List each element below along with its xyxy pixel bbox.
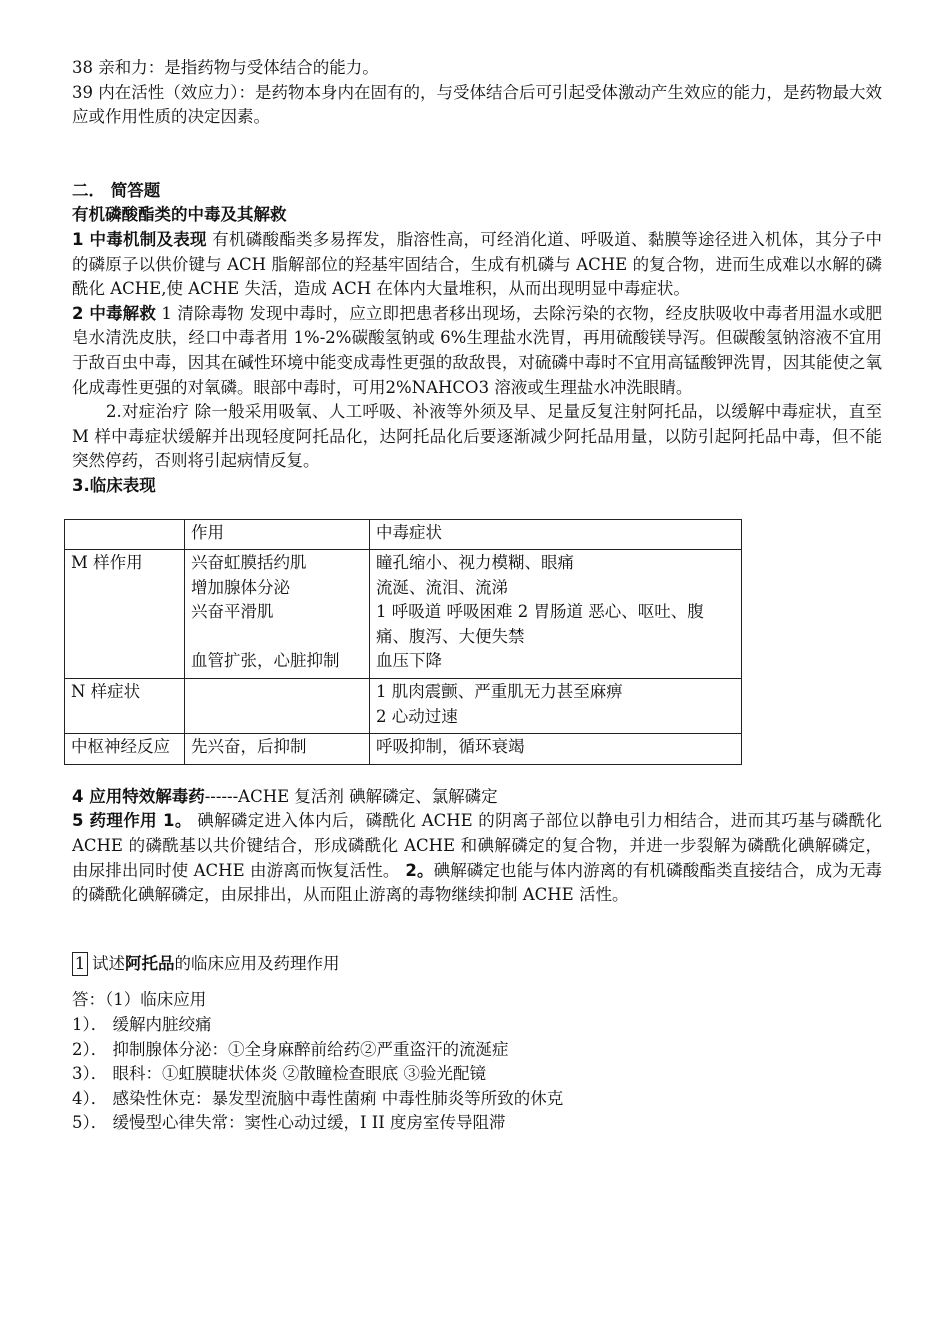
answer-intro: 答：（1）临床应用 bbox=[72, 990, 207, 1010]
topic-heading: 有机磷酸酯类的中毒及其解救 bbox=[72, 205, 287, 225]
cell-line: 瞳孔缩小、视力模糊、眼痛 bbox=[376, 553, 574, 573]
table-cell bbox=[185, 679, 370, 734]
question-bold: 阿托品 bbox=[125, 953, 175, 973]
pharmacology-text-1: 碘解磷定进入体内后，磷酰化 ACHE 的阴离子部位以静电引力相结合，进而其巧基与磷酰化 ACHE 的磷酰基以共价键结合，形成磷酰化 ACHE 和碘解磷定的复合物，并进一步裂解为磷酰化碘解磷定，由尿排出同时使 ACHE 由游离而恢复活性。 bbox=[72, 811, 882, 880]
mechanism-text: 有机磷酸酯类多易挥发，脂溶性高，可经消化道、呼吸道、黏膜等途径进入机体，其分子中的磷原子以供价键与 ACH 脂解部位的羟基牢固结合，生成有机磷与 ACHE 的复合物，进而生成难以水解的磷酰化 ACHE,使 ACHE 失活，造成 ACH 在体内大量堆积，从而出现明显中毒症状。 bbox=[72, 229, 882, 299]
rescue-text: 1 清除毒物 发现中毒时，应立即把患者移出现场，去除污染的衣物，经皮肤吸收中毒者用温水或肥皂水清洗皮肤，经口中毒者用 1%-2%碳酸氢钠或 6%生理盐水洗胃，再用硫酸镁导泻。但碳酸氢钠溶液不宜用于敌百虫中毒，因其在碱性环境中能变成毒性更强的敌敌畏，对硫磷中毒时不宜用高锰酸钾洗胃，因其能使之氧化成毒性更强的对氧磷。眼部中毒时，可用2%NAHCO3 溶液或生理盐水冲洗眼睛。 bbox=[72, 303, 882, 397]
cell-line: 流涎、流泪、流涕 bbox=[376, 577, 508, 597]
question-pre: 试述 bbox=[92, 953, 125, 973]
question-post: 的临床应用及药理作用 bbox=[174, 953, 340, 973]
question-title bbox=[72, 952, 882, 977]
document-page bbox=[72, 56, 882, 1136]
table-cell: 中枢神经反应 bbox=[65, 734, 185, 765]
answer-item: 1）． 缓解内脏绞痛 bbox=[72, 1015, 212, 1034]
table-header-row bbox=[65, 519, 742, 550]
answer-item: 3）． 眼科：①虹膜睫状体炎 ②散瞳检查眼底 ③验光配镜 bbox=[72, 1064, 486, 1084]
table-cell: 先兴奋，后抑制 bbox=[185, 734, 370, 765]
table-cell bbox=[370, 550, 742, 679]
pharmacology-num-2: 2。 bbox=[399, 860, 434, 880]
cell-line: 兴奋平滑肌 bbox=[191, 602, 274, 622]
answer-item: 2）． 抑制腺体分泌：①全身麻醉前给药②严重盗汗的流涎症 bbox=[72, 1039, 509, 1059]
cell-line: 血压下降 bbox=[376, 651, 442, 671]
clinical-heading: 3.临床表现 bbox=[72, 475, 156, 495]
paragraph-mechanism bbox=[72, 228, 882, 302]
mechanism-heading: 1 中毒机制及表现 bbox=[72, 229, 207, 249]
definition-38: 38 亲和力：是指药物与受体结合的能力。 bbox=[72, 58, 379, 77]
paragraph-rescue bbox=[72, 302, 882, 400]
cell-line: 增加腺体分泌 bbox=[191, 577, 290, 597]
table-cell bbox=[370, 679, 742, 734]
pharmacology-num-1: 1。 bbox=[156, 811, 192, 831]
antidote-text: ------ACHE 复活剂 碘解磷定、氯解磷定 bbox=[204, 786, 498, 806]
table-cell bbox=[185, 550, 370, 679]
table-header-cell: 作用 bbox=[185, 519, 370, 550]
table-row bbox=[65, 550, 742, 679]
cell-line: 血管扩张，心脏抑制 bbox=[191, 651, 340, 671]
answer-item: 5）． 缓慢型心律失常：窦性心动过缓，I II 度房室传导阻滞 bbox=[72, 1113, 506, 1133]
table-header-cell bbox=[65, 519, 185, 550]
pharmacology-text-2: 碘解磷定也能与体内游离的有机磷酸酯类直接结合，成为无毒的磷酰化碘解磷定，由尿排出，从而阻止游离的毒物继续抑制 ACHE 活性。 bbox=[72, 860, 883, 905]
cell-line bbox=[191, 625, 361, 650]
table-cell: M 样作用 bbox=[65, 550, 185, 679]
paragraph-antidote bbox=[72, 785, 882, 810]
table-row bbox=[65, 679, 742, 734]
pharmacology-heading: 5 药理作用 bbox=[72, 811, 157, 831]
answer-item: 4）． 感染性休克：暴发型流脑中毒性菌痢 中毒性肺炎等所致的休克 bbox=[72, 1088, 564, 1108]
cell-line: 兴奋虹膜括约肌 bbox=[191, 553, 307, 573]
table-row bbox=[65, 734, 742, 765]
section-heading: 二． 简答题 bbox=[72, 180, 161, 200]
rescue-heading: 2 中毒解救 bbox=[72, 303, 156, 323]
table-cell: 呼吸抑制，循环衰竭 bbox=[370, 734, 742, 765]
cell-line: 1 肌肉震颤、严重肌无力甚至麻痹 bbox=[376, 682, 623, 702]
question-section bbox=[72, 952, 882, 1136]
symptom-table bbox=[64, 519, 742, 765]
table-header-cell: 中毒症状 bbox=[370, 519, 742, 550]
table-cell: N 样症状 bbox=[65, 679, 185, 734]
cell-line: 1 呼吸道 呼吸困难 2 胃肠道 恶心、呕吐、腹痛、腹泻、大便失禁 bbox=[376, 602, 704, 646]
paragraph-pharmacology bbox=[72, 809, 882, 907]
definition-39: 39 内在活性（效应力）：是药物本身内在固有的，与受体结合后可引起受体激动产生效应的能力，是药物最大效应或作用性质的决定因素。 bbox=[72, 82, 882, 127]
antidote-heading: 4 应用特效解毒药 bbox=[72, 786, 205, 806]
cell-line: 2 心动过速 bbox=[376, 706, 458, 726]
question-number: 1 bbox=[72, 952, 88, 976]
paragraph-symptomatic: 2.对症治疗 除一般采用吸氧、人工呼吸、补液等外须及早、足量反复注射阿托品，以缓解中毒症状，直至 M 样中毒症状缓解并出现轻度阿托品化，达阿托品化后要逐渐减少阿托品用量，以防引起阿托品中毒，但不能突然停药，否则将引起病情反复。 bbox=[72, 402, 882, 471]
